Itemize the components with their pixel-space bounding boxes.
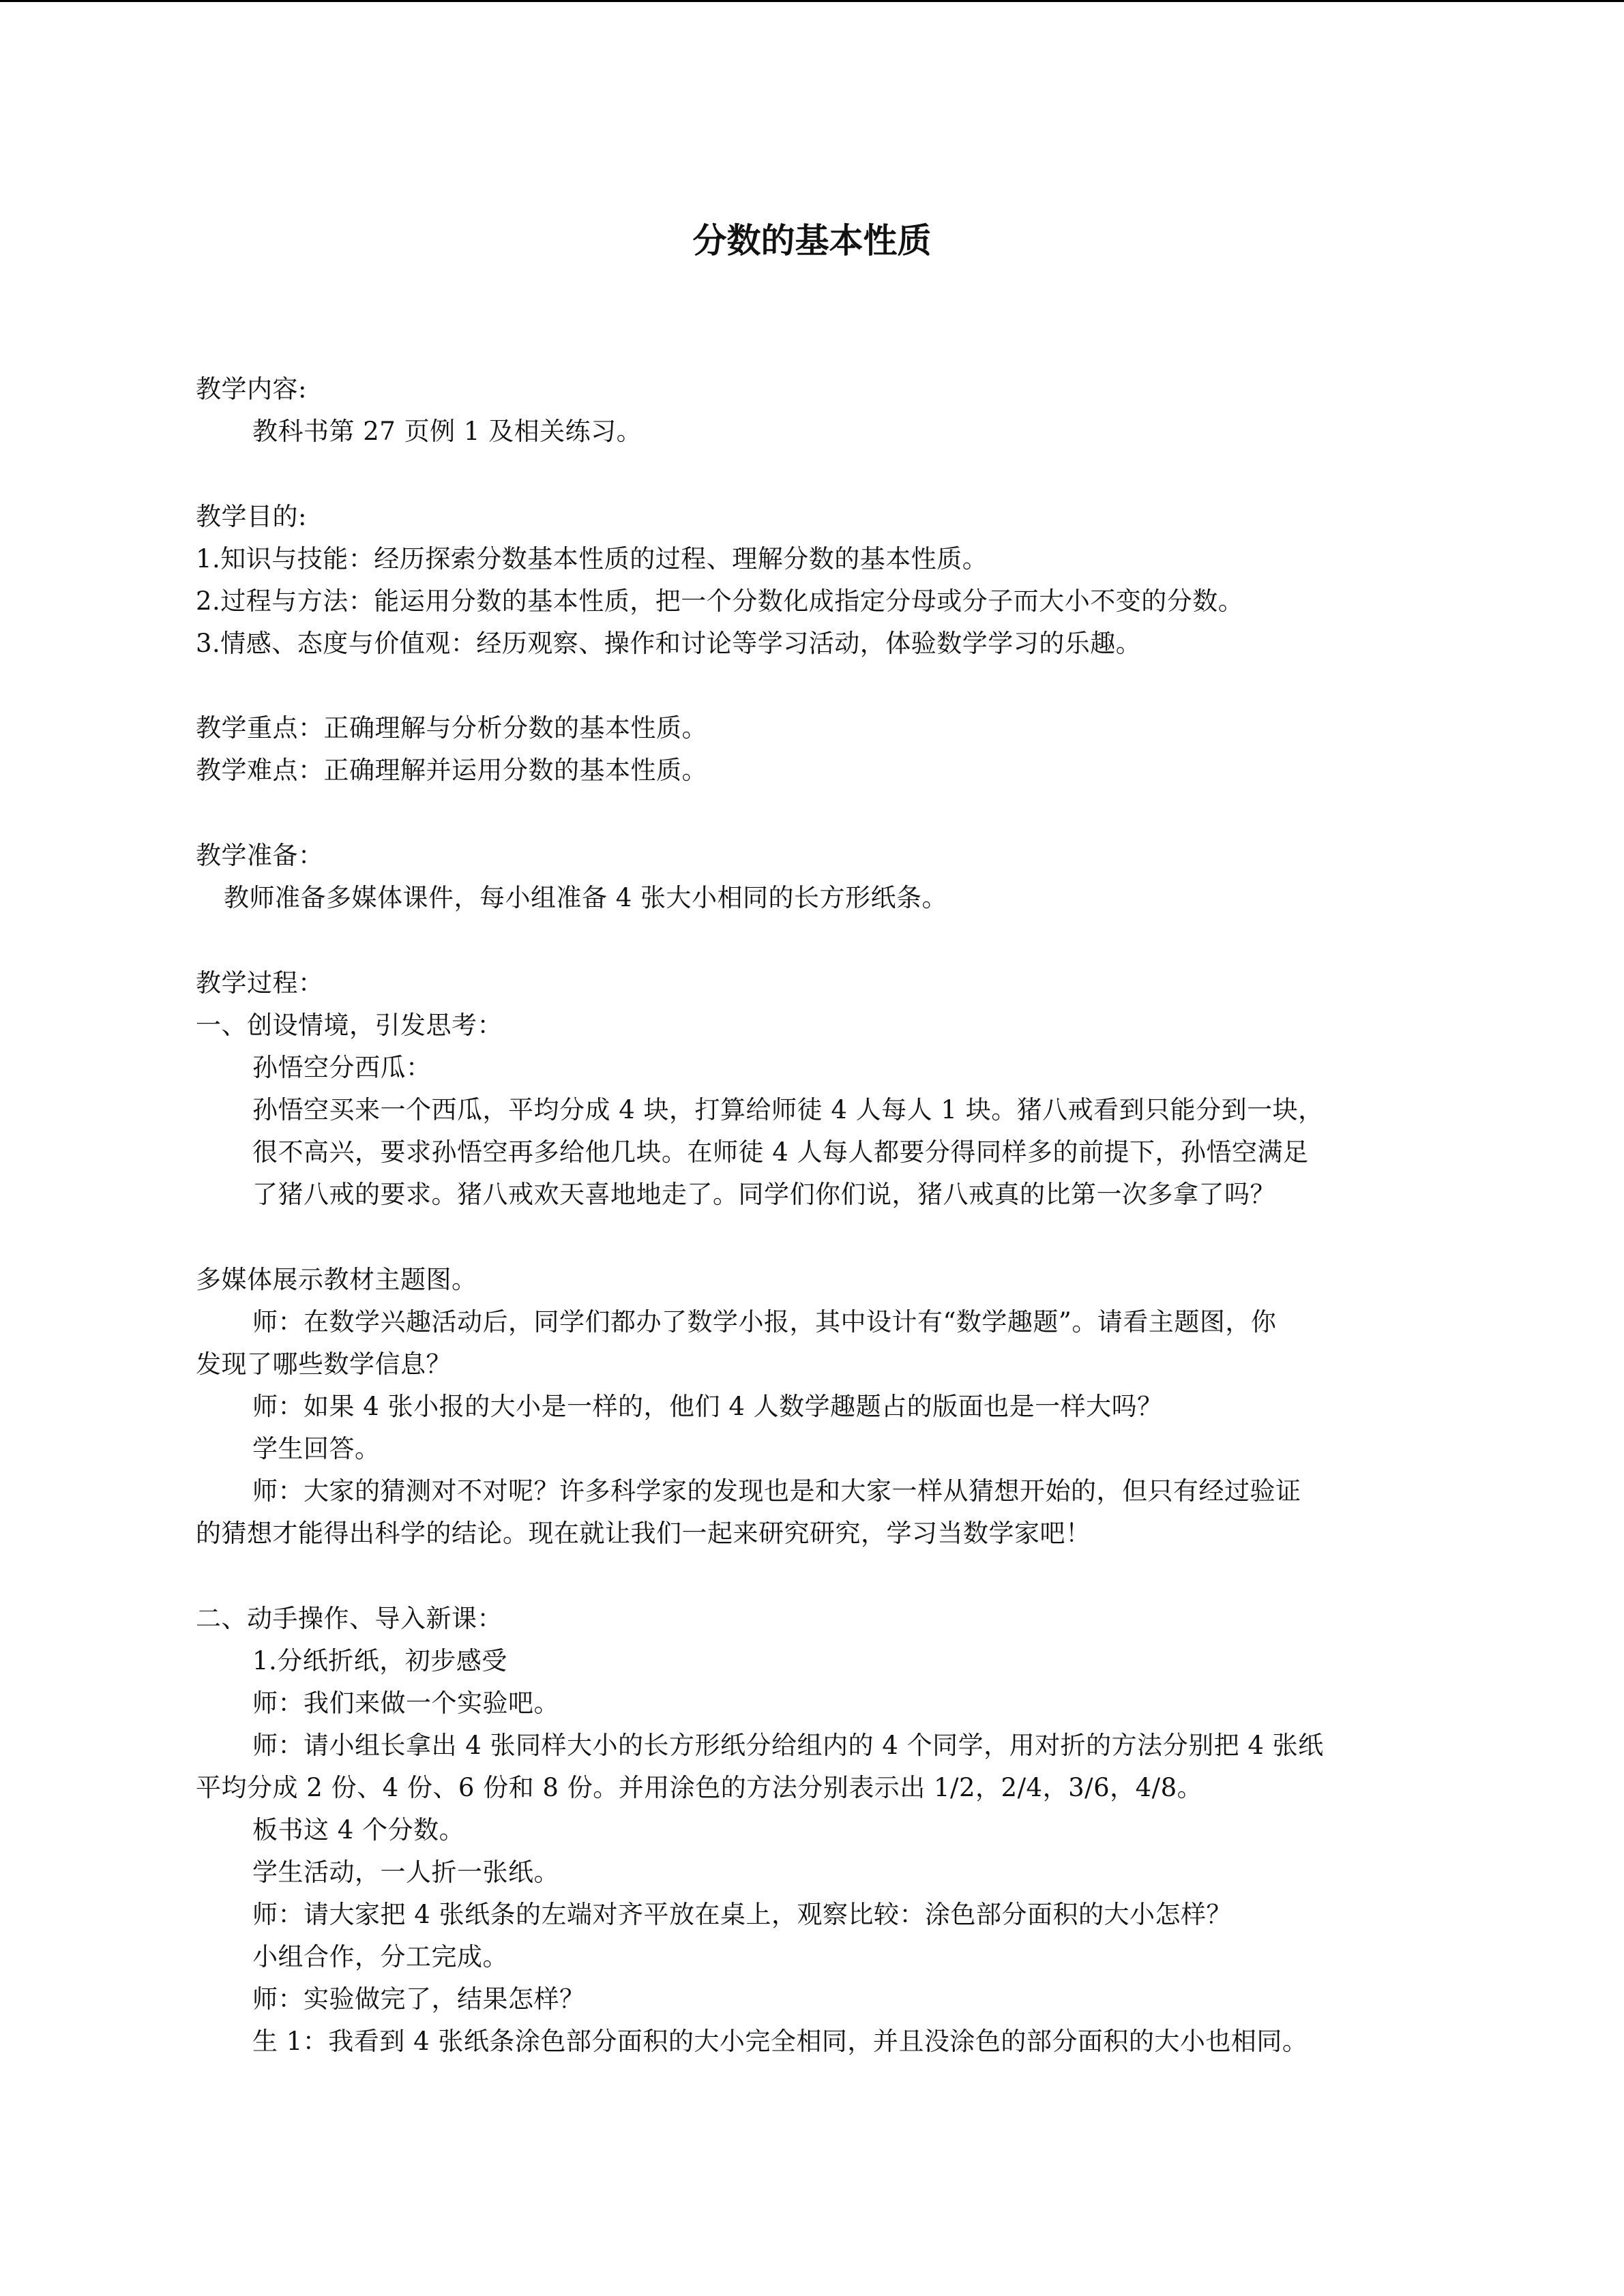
paragraph-line: 师：实验做完了，结果怎样？ bbox=[252, 1984, 585, 2014]
paragraph-line: 1.分纸折纸，初步感受 bbox=[252, 1646, 507, 1675]
objective-1: 1.知识与技能：经历探索分数基本性质的过程、理解分数的基本性质。 bbox=[196, 544, 988, 573]
difficult-point: 教学难点：正确理解并运用分数的基本性质。 bbox=[196, 756, 707, 785]
paragraph-line: 平均分成 2 份、4 份、6 份和 8 份。并用涂色的方法分别表示出 1/2，2/4，3/6，4/8。 bbox=[196, 1773, 1203, 1802]
objective-3: 3.情感、态度与价值观：经历观察、操作和讨论等学习活动，体验数学学习的乐趣。 bbox=[196, 629, 1142, 658]
part-two-heading: 二、动手操作、导入新课： bbox=[196, 1604, 503, 1633]
paragraph-line: 的猜想才能得出科学的结论。现在就让我们一起来研究研究，学习当数学家吧！ bbox=[196, 1519, 1091, 1548]
preparation-text: 教师准备多媒体课件，每小组准备 4 张大小相同的长方形纸条。 bbox=[224, 883, 948, 912]
paragraph-line: 发现了哪些数学信息？ bbox=[196, 1350, 452, 1379]
paragraph-line: 师：如果 4 张小报的大小是一样的，他们 4 人数学趣题占的版面也是一样大吗？ bbox=[252, 1392, 1163, 1421]
section-heading-preparation: 教学准备： bbox=[196, 841, 324, 870]
section-heading-process: 教学过程： bbox=[196, 968, 324, 998]
paragraph-line: 师：大家的猜测对不对呢？许多科学家的发现也是和大家一样从猜想开始的，但只有经过验证 bbox=[252, 1476, 1301, 1506]
paragraph-line: 学生回答。 bbox=[252, 1434, 381, 1463]
paragraph-line: 生 1：我看到 4 张纸条涂色部分面积的大小完全相同，并且没涂色的部分面积的大小也相同。 bbox=[252, 2027, 1308, 2056]
key-point: 教学重点：正确理解与分析分数的基本性质。 bbox=[196, 713, 707, 743]
top-border-line bbox=[0, 0, 1624, 2]
story-title: 孙悟空分西瓜： bbox=[252, 1053, 432, 1082]
section-heading-content: 教学内容: bbox=[196, 374, 307, 404]
story-text: 了猪八戒的要求。猪八戒欢天喜地地走了。同学们你们说，猪八戒真的比第一次多拿了吗？ bbox=[252, 1180, 1275, 1209]
content-text: 教科书第 27 页例 1 及相关练习。 bbox=[252, 417, 643, 446]
objective-2: 2.过程与方法：能运用分数的基本性质，把一个分数化成指定分母或分子而大小不变的分数。 bbox=[196, 586, 1244, 616]
paragraph-line: 师：请小组长拿出 4 张同样大小的长方形纸分给组内的 4 个同学，用对折的方法分别把 4 张纸 bbox=[252, 1731, 1324, 1760]
story-text: 很不高兴，要求孙悟空再多给他几块。在师徒 4 人每人都要分得同样多的前提下，孙悟空满足 bbox=[252, 1137, 1309, 1167]
part-one-heading: 一、创设情境，引发思考： bbox=[196, 1011, 503, 1040]
paragraph-line: 小组合作，分工完成。 bbox=[252, 1942, 508, 1971]
paragraph-line: 师：在数学兴趣活动后，同学们都办了数学小报，其中设计有“数学趣题”。请看主题图，你 bbox=[252, 1307, 1277, 1337]
paragraph-line: 学生活动，一人折一张纸。 bbox=[252, 1858, 559, 1887]
paragraph-line: 多媒体展示教材主题图。 bbox=[196, 1265, 477, 1294]
page-title: 分数的基本性质 bbox=[692, 221, 932, 260]
story-text: 孙悟空买来一个西瓜，平均分成 4 块，打算给师徒 4 人每人 1 块。猪八戒看到只能分到一块， bbox=[252, 1095, 1324, 1124]
paragraph-line: 师：我们来做一个实验吧。 bbox=[252, 1688, 559, 1718]
paragraph-line: 师：请大家把 4 张纸条的左端对齐平放在桌上，观察比较：涂色部分面积的大小怎样？ bbox=[252, 1900, 1232, 1929]
paragraph-line: 板书这 4 个分数。 bbox=[252, 1815, 465, 1845]
section-heading-objectives: 教学目的: bbox=[196, 502, 307, 531]
